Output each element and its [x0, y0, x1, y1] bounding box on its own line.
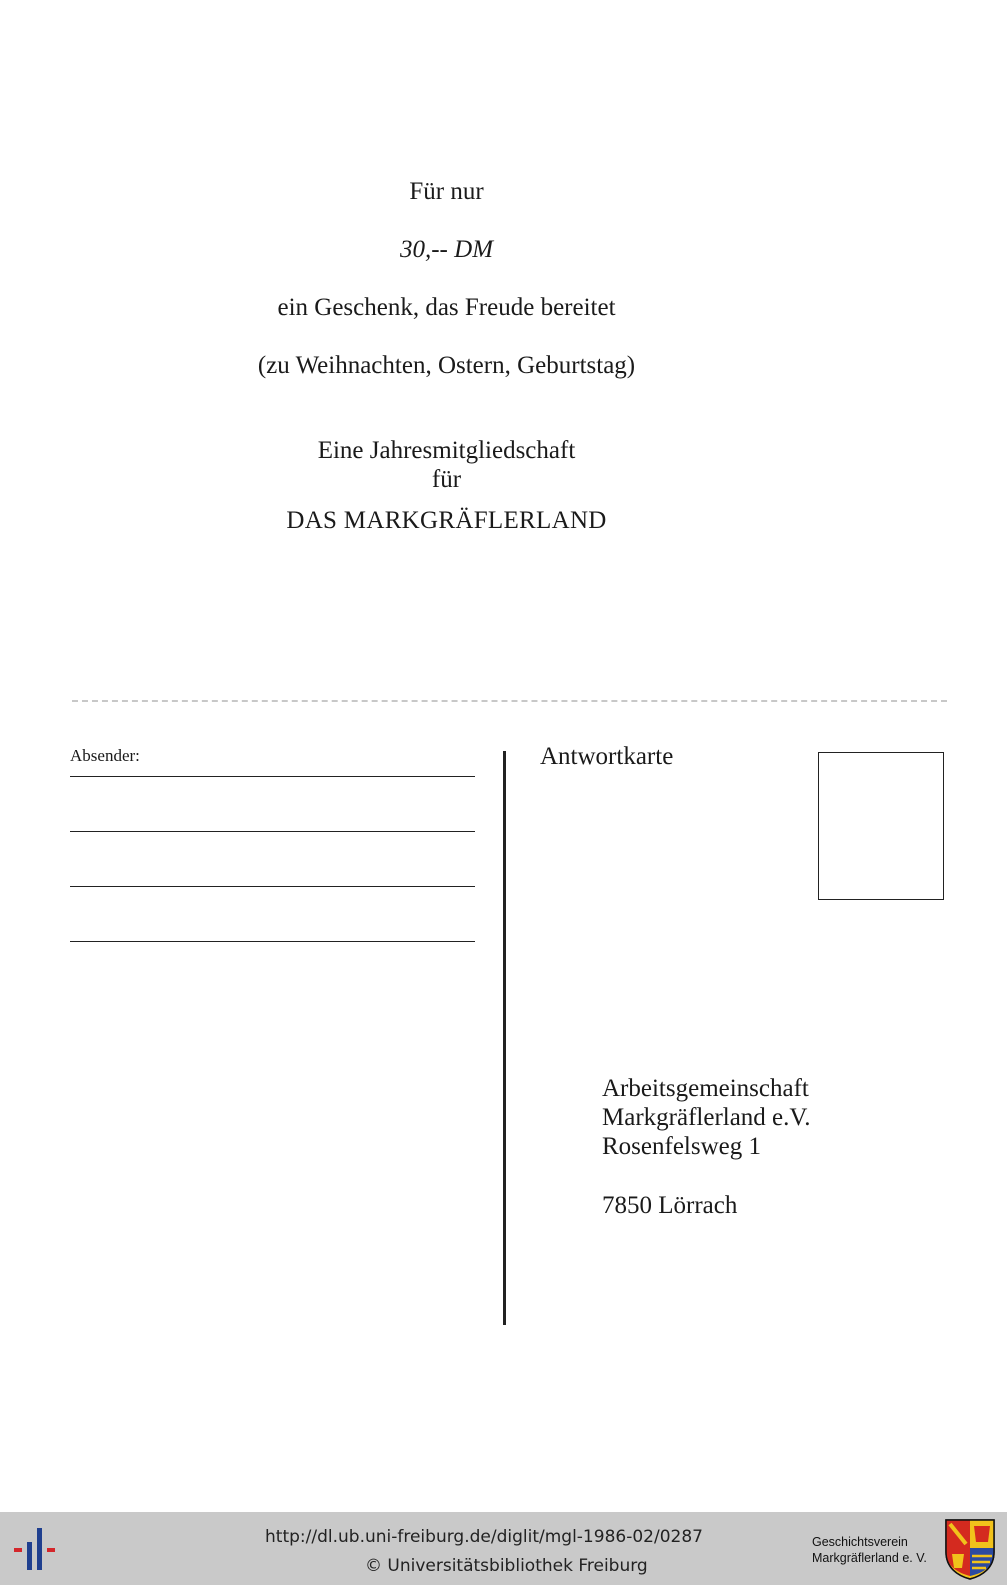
address-line-city: 7850 Lörrach — [602, 1192, 738, 1219]
offer-for: für — [431, 466, 462, 493]
offer-publication-title: DAS MARKGRÄFLERLAND — [286, 507, 607, 534]
offer-membership: Eine Jahresmitgliedschaft — [317, 437, 576, 464]
library-logo-icon — [14, 1528, 64, 1570]
sender-line — [70, 941, 475, 942]
footer-org-line1: Geschichtsverein — [812, 1535, 908, 1549]
address-line-name: Markgräflerland e.V. — [602, 1104, 811, 1131]
reply-card-title: Antwortkarte — [540, 743, 674, 770]
address-line-street: Rosenfelsweg 1 — [602, 1133, 761, 1160]
footer-bar — [0, 1512, 1007, 1585]
stamp-box — [818, 752, 944, 900]
address-line-organization: Arbeitsgemeinschaft — [602, 1075, 809, 1102]
offer-occasions: (zu Weihnachten, Ostern, Geburtstag) — [257, 352, 636, 379]
footer-copyright: © Universitätsbibliothek Freiburg — [365, 1556, 648, 1576]
card-divider — [503, 751, 506, 1325]
offer-price: 30,-- DM — [399, 236, 494, 263]
cut-line — [72, 700, 947, 702]
coat-of-arms-icon — [944, 1518, 996, 1580]
offer-intro: Für nur — [409, 178, 484, 205]
sender-line — [70, 776, 475, 777]
sender-line — [70, 831, 475, 832]
sender-line — [70, 886, 475, 887]
footer-url-link[interactable]: http://dl.ub.uni-freiburg.de/diglit/mgl-1986-02/0287 — [265, 1527, 703, 1547]
footer-org-line2: Markgräflerland e. V. — [812, 1551, 927, 1565]
sender-label: Absender: — [70, 746, 140, 765]
offer-description: ein Geschenk, das Freude bereitet — [277, 294, 616, 321]
footer-organization — [812, 1534, 927, 1566]
